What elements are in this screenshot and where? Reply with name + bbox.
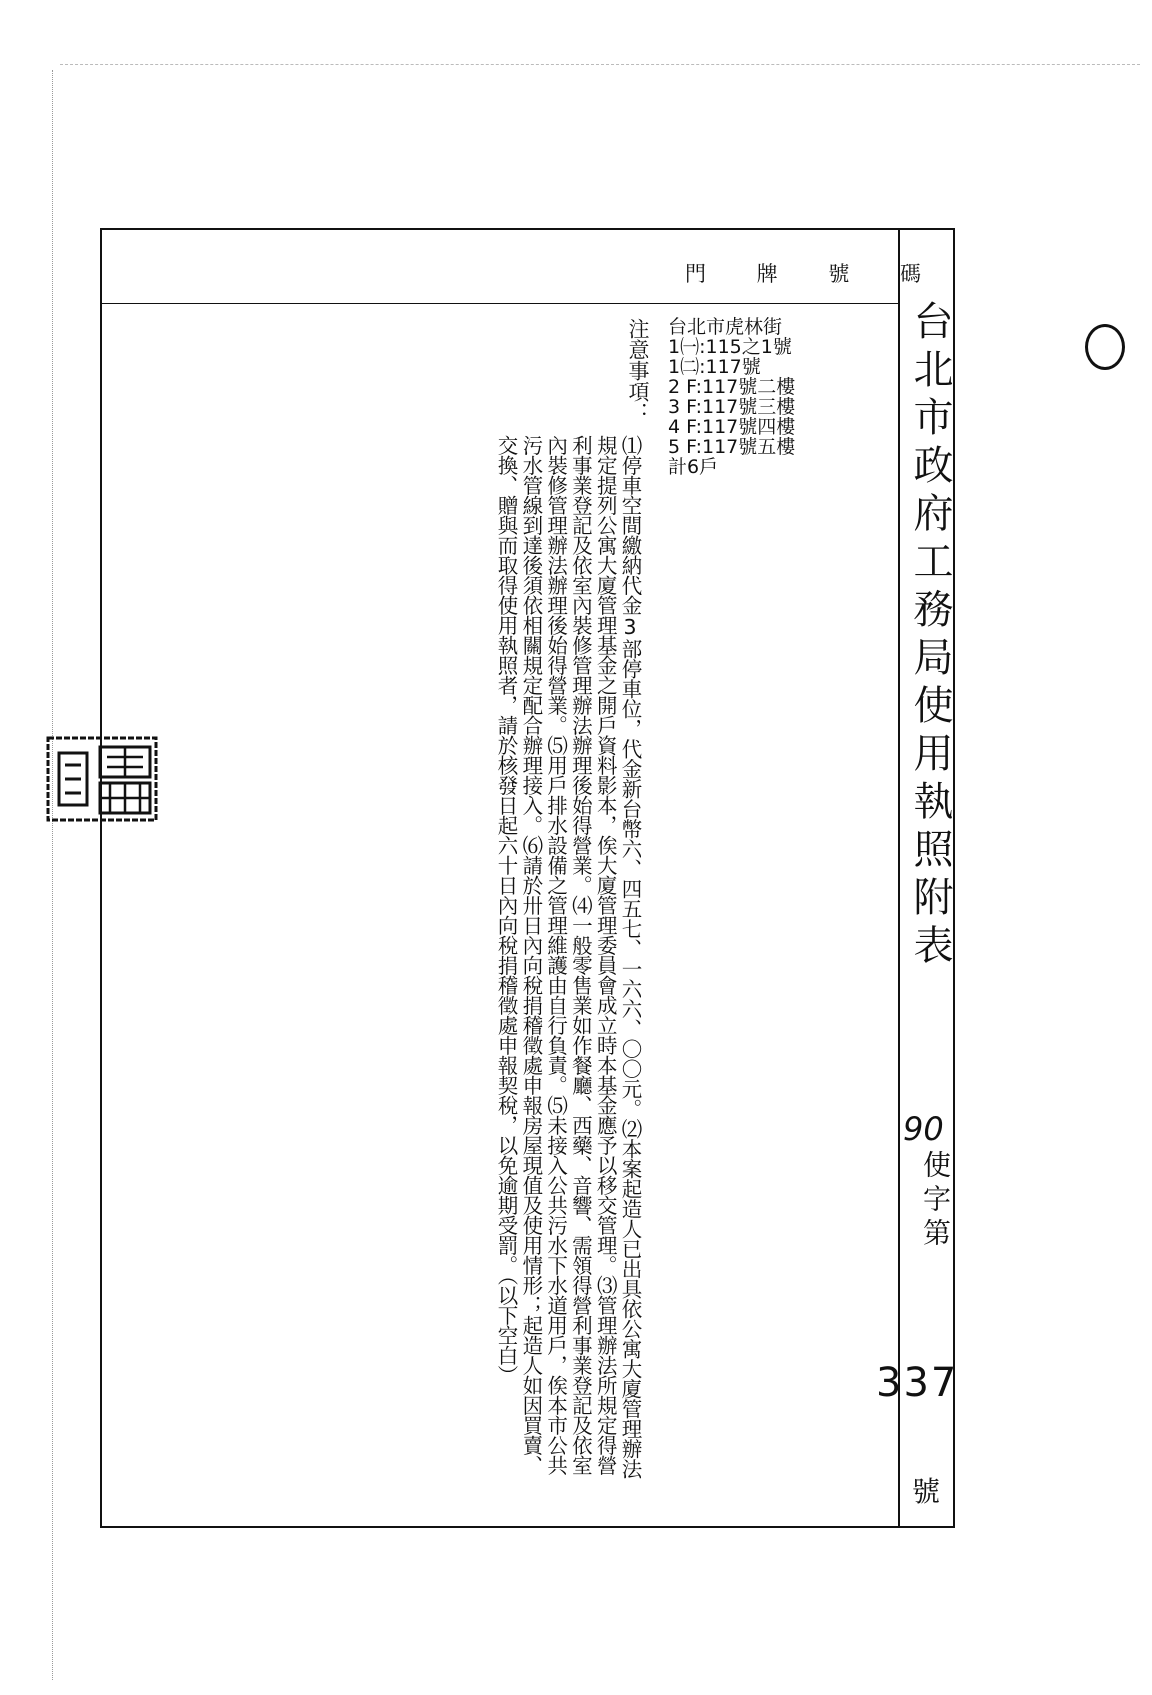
notes-title: 注意事項： — [626, 318, 650, 423]
seal-stamp-icon — [45, 735, 160, 823]
license-prefix: 使字第 — [919, 1150, 952, 1252]
address-line: 4 F:117號四樓 — [668, 416, 796, 438]
punch-hole-icon — [1085, 324, 1125, 370]
address-line: 5 F:117號五樓 — [668, 436, 796, 458]
address-block — [668, 317, 795, 477]
license-year: 90 — [903, 1110, 944, 1148]
address-line: 3 F:117號三樓 — [668, 396, 796, 418]
address-line: 2 F:117號二樓 — [668, 376, 796, 398]
scan-edge-top — [60, 64, 1140, 65]
door-number-header: 門 牌 號 碼 — [685, 262, 944, 286]
notes-body: ⑴停車空間繳納代金3部停車位，代金新台幣六、四五七、一六六、〇〇元。⑵本案起造人已出具依公寓大廈管理辦法規定提列公寓大廈管理基金之開戶資料影本，俟大廈管理委員會成立時本基金應予以移交管理。⑶管理辦法所規定得營利事業登記及依室內裝修管理辦法辦理後始得營業。⑷一般零售業如作餐廳、西藥、音響、需領得營利事業登記及依室內裝修管理辦法辦理後始得營業。⑸用戶排水設備之管理維護由自行負責。⑸未接入公共污水下水道用戶，俟本市公共污水管線到達後須依相關規定配合辦理接入。⑹請於卅日內向稅捐稽徵處申報房屋現值及使用情形；起造人如因買賣、交換、贈與而取得使用執照者，請於核發日起六十日內向稅捐稽徵處申報契稅，以免逾期受罰。（以下空白） — [494, 435, 642, 1479]
address-line: 1㈡:117號 — [668, 356, 761, 378]
title-column-divider — [898, 228, 900, 1528]
address-line: 1㈠:115之1號 — [668, 336, 792, 358]
address-line: 台北市虎林街 — [668, 316, 783, 338]
header-divider — [100, 303, 900, 304]
license-suffix: 號 — [912, 1475, 941, 1508]
address-line: 計6戶 — [668, 456, 719, 478]
license-number: 337 — [876, 1360, 959, 1406]
form-title: 台北市政府工務局使用執照附表 — [907, 300, 953, 972]
scan-edge-left — [52, 70, 53, 1680]
